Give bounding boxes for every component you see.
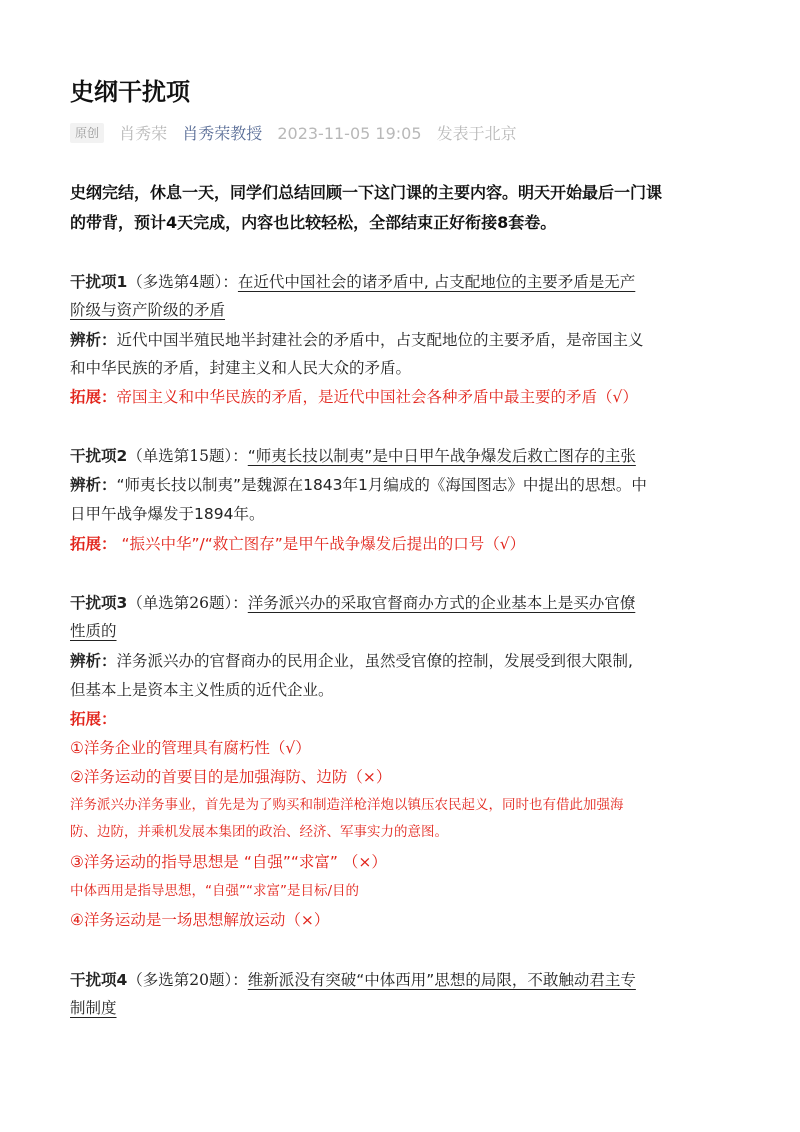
item3-extension-note-2b: 防、边防，并乘机发展本集团的政治、经济、军事实力的意图。	[70, 824, 448, 840]
author-name: 肖秀荣	[119, 124, 168, 143]
item4-statement-cont: 制制度	[70, 999, 117, 1017]
item1-question-ref: （多选第4题）：	[127, 273, 238, 291]
item3-analysis: 洋务派兴办的官督商办的民用企业，虽然受官僚的控制，发展受到很大限制,	[116, 652, 633, 670]
item1-statement-line-2	[70, 296, 732, 324]
item2-analysis-line-1	[70, 471, 732, 499]
item1-statement-cont: 阶级与资产阶级的矛盾	[70, 301, 226, 319]
item1-statement-line-1	[70, 268, 732, 296]
article-meta	[70, 121, 527, 147]
item3-analysis-line-1	[70, 647, 732, 675]
item1-analysis-label: 辨析：	[70, 331, 117, 349]
publish-location: 发表于北京	[436, 124, 517, 143]
item2-statement: “师夷长技以制夷”是中日甲午战争爆发后救亡图存的主张	[247, 447, 636, 465]
item1-extension-label: 拓展：	[70, 388, 117, 406]
item3-statement-cont: 性质的	[70, 622, 117, 640]
item3-statement-line-2	[70, 617, 732, 645]
original-tag: 原创	[70, 123, 104, 143]
item2-analysis-label: 辨析：	[70, 476, 117, 494]
item1-label: 干扰项1	[70, 273, 128, 291]
item4-statement: 维新派没有突破“中体西用”思想的局限，不敢触动君主专	[247, 971, 636, 989]
intro-line-1: 史纲完结，休息一天，同学们总结回顾一下这门课的主要内容。明天开始最后一门课	[70, 183, 663, 202]
item2-statement-line-1	[70, 442, 732, 470]
item3-extension-label: 拓展：	[70, 710, 117, 728]
item1-extension	[70, 383, 732, 411]
intro-line-2: 的带背，预计4天完成，内容也比较轻松，全部结束正好衔接8套卷。	[70, 213, 557, 232]
item2-analysis-line-2: 日甲午战争爆发于1894年。	[70, 505, 265, 523]
item2-extension-label: 拓展：	[70, 535, 117, 553]
item3-extension-point-4: ④洋务运动是一场思想解放运动（×）	[70, 911, 330, 929]
item3-analysis-line-2: 但基本上是资本主义性质的近代企业。	[70, 681, 334, 699]
item1-statement: 在近代中国社会的诸矛盾中, 占支配地位的主要矛盾是无产	[237, 273, 636, 291]
item3-extension-point-3: ③洋务运动的指导思想是 “自强”“求富” （×）	[70, 853, 387, 871]
account-link[interactable]: 肖秀荣教授	[182, 124, 263, 143]
item3-extension-point-2: ②洋务运动的首要目的是加强海防、边防（×）	[70, 768, 392, 786]
item3-label: 干扰项3	[70, 594, 128, 612]
item3-extension-note-2a: 洋务派兴办洋务事业，首先是为了购买和制造洋枪洋炮以镇压农民起义，同时也有借此加强海	[70, 797, 624, 813]
item3-extension-note-3: 中体西用是指导思想，“自强”“求富”是目标/目的	[70, 883, 360, 899]
publish-datetime: 2023-11-05 19:05	[277, 124, 422, 143]
item3-analysis-label: 辨析：	[70, 652, 117, 670]
item2-extension-text: “振兴中华”/“救亡图存”是甲午战争爆发后提出的口号（√）	[116, 535, 526, 553]
item2-analysis: “师夷长技以制夷”是魏源在1843年1月编成的《海国图志》中提出的思想。中	[116, 476, 647, 494]
item2-question-ref: （单选第15题）：	[127, 447, 248, 465]
item3-question-ref: （单选第26题）：	[127, 594, 248, 612]
item1-analysis-line-1	[70, 326, 732, 354]
item4-label: 干扰项4	[70, 971, 128, 989]
item1-analysis-line-2: 和中华民族的矛盾，封建主义和人民大众的矛盾。	[70, 359, 412, 377]
item4-question-ref: （多选第20题）：	[127, 971, 248, 989]
item2-label: 干扰项2	[70, 447, 128, 465]
item1-extension-text: 帝国主义和中华民族的矛盾，是近代中国社会各种矛盾中最主要的矛盾（√）	[116, 388, 638, 406]
item3-statement: 洋务派兴办的采取官督商办方式的企业基本上是买办官僚	[247, 594, 636, 612]
item3-extension-point-1: ①洋务企业的管理具有腐朽性（√）	[70, 739, 311, 757]
item4-statement-line-2	[70, 994, 732, 1022]
item3-statement-line-1	[70, 589, 732, 617]
item2-extension	[70, 530, 732, 558]
item1-analysis: 近代中国半殖民地半封建社会的矛盾中，占支配地位的主要矛盾，是帝国主义	[116, 331, 644, 349]
article-title: 史纲干扰项	[70, 78, 190, 106]
item4-statement-line-1	[70, 966, 732, 994]
